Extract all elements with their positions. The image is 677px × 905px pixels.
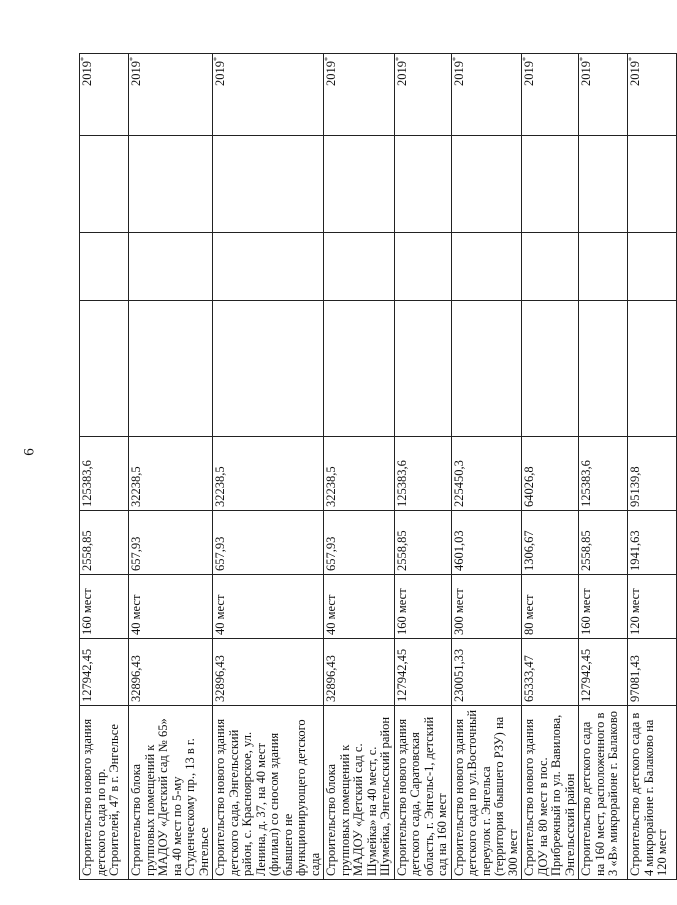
footnote-mark: * [626,57,636,61]
empty-cell-6 [213,301,324,437]
footnote-mark: * [577,57,587,61]
construction-table [79,53,677,880]
empty-cell-7 [628,233,677,301]
capacity-cell: 160 мест [579,575,628,639]
capacity-cell: 40 мест [213,575,324,639]
funding-cell: 95139,8 [628,437,677,511]
object-name-cell: Строительство нового здания детского сада, Саратовская область, г. Энгельс-1, детский сад на 160 мест [394,706,451,880]
funding-cell: 32238,5 [129,437,213,511]
year-value: 2019 [579,61,593,86]
table-row [579,54,628,880]
year-cell [324,54,395,136]
year-value: 2019 [522,61,536,86]
year-cell [628,54,677,136]
footnote-mark: * [520,57,530,61]
year-value: 2019 [213,61,227,86]
share-cell: 1941,63 [628,511,677,575]
empty-cell-8 [522,136,579,233]
cost-cell: 32896,43 [324,639,395,706]
funding-cell: 64026,8 [522,437,579,511]
empty-cell-8 [129,136,213,233]
share-cell: 1306,67 [522,511,579,575]
capacity-cell: 120 мест [628,575,677,639]
funding-cell: 225450,3 [451,437,522,511]
share-cell: 2558,85 [394,511,451,575]
capacity-cell: 160 мест [80,575,129,639]
year-cell [522,54,579,136]
capacity-cell: 300 мест [451,575,522,639]
year-value: 2019 [451,61,466,86]
empty-cell-6 [628,301,677,437]
cost-cell: 127942,45 [579,639,628,706]
cost-cell: 127942,45 [394,639,451,706]
table-row [451,54,522,880]
year-cell [80,54,129,136]
object-name-cell: Строительство блока групповых помещений к МАДОУ «Детский сад с. Шумейка» на 40 мест, с. Шумейка, Энгельсский район [324,706,395,880]
year-cell [451,54,522,136]
year-value: 2019 [628,61,642,86]
empty-cell-8 [324,136,395,233]
empty-cell-6 [579,301,628,437]
empty-cell-8 [80,136,129,233]
year-cell [579,54,628,136]
table-row [324,54,395,880]
empty-cell-6 [324,301,395,437]
empty-cell-6 [129,301,213,437]
funding-cell: 125383,6 [579,437,628,511]
capacity-cell: 80 мест [522,575,579,639]
object-name-cell: Строительство детского сада в 4 микрорайоне г. Балаково на 120 мест [628,706,677,880]
empty-cell-6 [522,301,579,437]
object-name-cell: Строительство нового здания ДОУ на 80 мест в пос. Прибрежный по ул. Вавилова, Энгельсский район [522,706,579,880]
object-name-cell: Строительство нового здания детского сада по ул.Восточный переулок г. Энгельса (территория бывшего РЗУ) на 300 мест [451,706,522,880]
empty-cell-7 [129,233,213,301]
funding-cell: 125383,6 [80,437,129,511]
cost-cell: 32896,43 [129,639,213,706]
funding-cell: 32238,5 [213,437,324,511]
empty-cell-6 [394,301,451,437]
table-row [213,54,324,880]
year-value: 2019 [129,61,143,86]
empty-cell-6 [80,301,129,437]
share-cell: 4601,03 [451,511,522,575]
capacity-cell: 160 мест [394,575,451,639]
empty-cell-6 [451,301,522,437]
footnote-mark: * [127,57,137,61]
year-cell [129,54,213,136]
empty-cell-8 [213,136,324,233]
object-name-cell: Строительство блока групповых помещений к МАДОУ «Детский сад № 65» на 40 мест по 5-му Студенческому пр., 13 в г. Энгельсе [129,706,213,880]
empty-cell-7 [522,233,579,301]
object-name-cell: Строительство нового здания детского сада, Энгельсский район, с. Красноярское, ул. Ленина, д. 37, на 40 мест (филиал) со сносом здания бывшего не функционирующего детского сада [213,706,324,880]
empty-cell-7 [451,233,522,301]
table-row [522,54,579,880]
year-cell [213,54,324,136]
object-name-cell: Строительство нового здания детского сада по пр. Строителей, 47 в г. Энгельсе [80,706,129,880]
empty-cell-8 [579,136,628,233]
footnote-mark: * [78,57,88,61]
empty-cell-7 [324,233,395,301]
year-value: 2019 [394,61,409,86]
capacity-cell: 40 мест [324,575,395,639]
funding-cell: 32238,5 [324,437,395,511]
rotated-table-container [78,54,669,880]
empty-cell-8 [451,136,522,233]
empty-cell-7 [394,233,451,301]
capacity-cell: 40 мест [129,575,213,639]
empty-cell-8 [394,136,451,233]
share-cell: 657,93 [129,511,213,575]
table-row [80,54,129,880]
empty-cell-7 [80,233,129,301]
table-row [129,54,213,880]
table-row [394,54,451,880]
funding-cell: 125383,6 [394,437,451,511]
year-cell [394,54,451,136]
table-row [628,54,677,880]
footnote-mark: * [450,57,460,61]
footnote-mark: * [211,57,221,61]
share-cell: 657,93 [213,511,324,575]
cost-cell: 65333,47 [522,639,579,706]
empty-cell-7 [213,233,324,301]
table-body [80,54,677,880]
cost-cell: 127942,45 [80,639,129,706]
year-value: 2019 [324,61,338,86]
object-name-cell: Строительство детского сада на 160 мест, расположенного в 3 «В» микрорайоне г. Балаково [579,706,628,880]
empty-cell-8 [628,136,677,233]
footnote-mark: * [393,57,403,61]
year-value: 2019 [80,61,94,86]
share-cell: 657,93 [324,511,395,575]
cost-cell: 230051,33 [451,639,522,706]
footnote-mark: * [322,57,332,61]
empty-cell-7 [579,233,628,301]
cost-cell: 32896,43 [213,639,324,706]
share-cell: 2558,85 [80,511,129,575]
cost-cell: 97081,43 [628,639,677,706]
share-cell: 2558,85 [579,511,628,575]
page-number: 6 [21,448,38,456]
